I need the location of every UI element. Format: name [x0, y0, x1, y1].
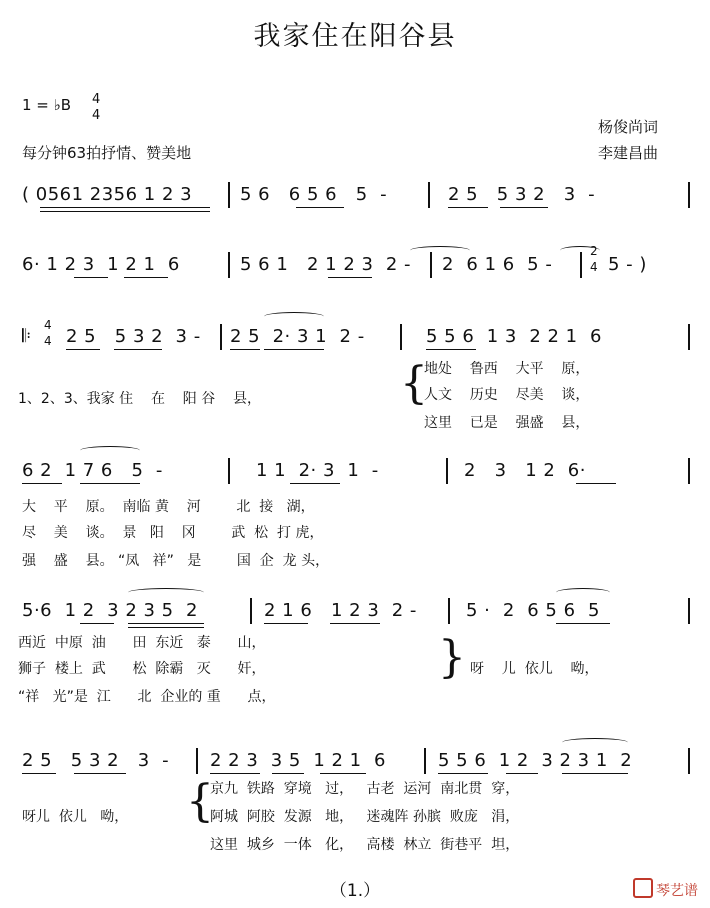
notation-segment: 6· 1 2 3 1 2 1 6 — [22, 254, 180, 275]
barline — [688, 748, 690, 774]
lyric-verse-2: 狮子 楼上 武 松 除霸 灭 奸， — [18, 661, 266, 677]
barline — [424, 748, 426, 774]
notation-segment: ( 0561 2356 1 2 3 — [22, 184, 193, 205]
notation-segment: 5 - ) — [608, 254, 647, 275]
beam-line — [320, 773, 366, 774]
notation-segment: 2 6 1 6 5 - — [442, 254, 553, 275]
beam-line — [556, 623, 610, 624]
notation-segment: 2 1 6 1 2 3 2 - — [264, 600, 417, 621]
notation-segment: 5 6 1 2 1 2 3 2 - — [240, 254, 412, 275]
barline — [448, 598, 450, 624]
notation-segment: 5 6 6 5 6 5 - — [240, 184, 388, 205]
tempo-marking: 每分钟63拍抒情、赞美地 — [22, 144, 192, 162]
beam-line — [22, 773, 56, 774]
verse-brace: { — [438, 632, 466, 683]
beam-line — [328, 277, 372, 278]
lyric-verse-2: 阿城 阿胶 发源 地， 迷魂阵 孙膑 败庞 涓， — [210, 809, 520, 825]
beam-line — [330, 623, 380, 624]
barline — [250, 598, 252, 624]
notation-segment: 2 5 5 3 2 3 - — [448, 184, 596, 205]
time-signature-top: 4 — [92, 92, 101, 107]
barline — [446, 458, 448, 484]
lyric-verse-1: 京九 铁路 穿境 过， 古老 运河 南北贯 穿， — [210, 781, 520, 797]
lyric-verse-1: 地处 鲁西 大平 原， — [424, 361, 590, 377]
lyric-verse-3: 这里 城乡 一体 化， 高楼 林立 街巷平 坦， — [210, 837, 520, 853]
notation-segment: 2 5 5 3 2 3 - — [22, 750, 170, 771]
beam-line — [290, 483, 340, 484]
barline — [688, 324, 690, 350]
beam-line — [562, 773, 628, 774]
beam-line — [506, 773, 538, 774]
barline — [428, 182, 430, 208]
beam-line — [210, 773, 260, 774]
watermark-text: 琴艺谱 — [656, 883, 698, 899]
beam-line — [40, 211, 210, 212]
repeat-sign: 𝄆 — [22, 326, 32, 347]
time-change-top: 2 — [590, 244, 598, 258]
song-title: 我家住在阳谷县 — [253, 21, 457, 52]
beam-line — [296, 207, 344, 208]
beam-line — [74, 773, 126, 774]
beam-line — [448, 207, 488, 208]
composer: 李建昌曲 — [598, 144, 659, 162]
time-signature-bottom: 4 — [92, 108, 101, 123]
lyric-verse-3: 强 盛 县。 “凤 祥” 是 国 企 龙 头， — [22, 553, 330, 569]
notation-segment: 2 5 5 3 2 3 - — [66, 326, 201, 347]
notation-segment: 2 3 1 2 6· — [464, 460, 586, 481]
beam-line — [114, 349, 162, 350]
lyric-chorus: 呀 儿 依儿 呦， — [470, 661, 599, 677]
beam-line — [40, 207, 210, 208]
beam-line — [22, 483, 62, 484]
lyric-verse-2: 尽 美 谈。 景 阳 冈 武 松 打 虎， — [22, 525, 324, 541]
lyric-intro: 1、2、3、我家 住 在 阳 谷 县， — [18, 391, 262, 407]
barline — [196, 748, 198, 774]
verse-brace: { — [400, 358, 428, 409]
beam-line — [272, 773, 304, 774]
page-number: （1.） — [329, 881, 381, 901]
time-signature-top: 4 — [44, 318, 52, 332]
notation-segment: 2 2 3 3 5 1 2 1 6 — [210, 750, 387, 771]
key-signature: 1 = ♭B — [22, 96, 72, 114]
notation-segment: 6 2 1 7 6 5 - — [22, 460, 163, 481]
barline — [688, 182, 690, 208]
notation-segment: 5 5 6 1 3 2 2 1 6 — [426, 326, 603, 347]
barline — [688, 598, 690, 624]
beam-line — [264, 623, 308, 624]
beam-line — [128, 627, 204, 628]
beam-line — [80, 483, 140, 484]
beam-line — [80, 623, 114, 624]
beam-line — [576, 483, 616, 484]
verse-brace: { — [186, 776, 214, 827]
beam-line — [438, 773, 488, 774]
beam-line — [128, 623, 204, 624]
barline — [580, 252, 582, 278]
notation-segment: 2 5 2· 3 1 2 - — [230, 326, 365, 347]
lyric-verse-1: 大 平 原。 南临 黄 河 北 接 湖， — [22, 499, 315, 515]
barline — [430, 252, 432, 278]
tie-arc — [560, 246, 600, 255]
slur-arc — [562, 738, 628, 747]
notation-segment: 5 · 2 6 5 6 5 — [466, 600, 600, 621]
notation-segment: 1 1 2· 3 1 - — [256, 460, 379, 481]
beam-line — [264, 349, 324, 350]
slur-arc — [128, 588, 204, 597]
lyric-verse-3: “祥 光”是 江 北 企业的 重 点， — [18, 689, 276, 705]
beam-line — [426, 349, 476, 350]
beam-line — [500, 207, 548, 208]
watermark-logo — [633, 878, 698, 900]
notation-segment: 5·6 1 2 3 2 3 5 2 — [22, 600, 199, 621]
lyric-verse-2: 人文 历史 尽美 谈， — [424, 387, 590, 403]
lyric-chorus: 呀儿 依儿 呦， — [22, 809, 129, 825]
barline — [688, 458, 690, 484]
beam-line — [66, 349, 100, 350]
slur-arc — [556, 588, 610, 597]
time-signature-bottom: 4 — [44, 334, 52, 348]
notation-segment: 5 5 6 1 2 3 2 3 1 2 — [438, 750, 633, 771]
barline — [228, 182, 230, 208]
lyric-verse-3: 这里 已是 强盛 县， — [424, 415, 590, 431]
barline — [228, 252, 230, 278]
time-change-bottom: 4 — [590, 260, 598, 274]
lyricist: 杨俊尚词 — [598, 118, 659, 136]
slur-arc — [80, 446, 140, 455]
tie-arc — [410, 246, 470, 255]
slur-arc — [264, 312, 324, 321]
beam-line — [230, 349, 260, 350]
logo-icon — [633, 878, 653, 898]
barline — [220, 324, 222, 350]
beam-line — [124, 277, 168, 278]
barline — [228, 458, 230, 484]
beam-line — [74, 277, 108, 278]
lyric-verse-1: 西近 中原 油 田 东近 泰 山， — [18, 635, 266, 651]
barline — [400, 324, 402, 350]
